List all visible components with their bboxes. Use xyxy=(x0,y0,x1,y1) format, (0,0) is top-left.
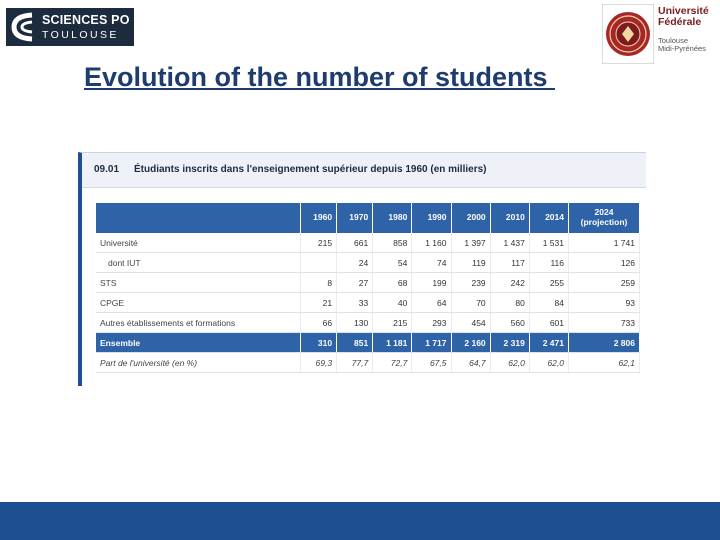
cell: 1 741 xyxy=(569,233,640,253)
cell: 62,0 xyxy=(529,353,568,373)
cell: 62,0 xyxy=(490,353,529,373)
logo-right-line1: Université xyxy=(658,5,709,17)
cell: 27 xyxy=(337,273,373,293)
logo-right-line3: Toulouse xyxy=(658,36,689,46)
column-header: 1970 xyxy=(337,203,373,233)
cell: 67,5 xyxy=(412,353,451,373)
table-row xyxy=(96,273,640,293)
cell xyxy=(301,253,337,273)
cell: 310 xyxy=(301,333,337,353)
table-share-row xyxy=(96,353,640,373)
cell: 72,7 xyxy=(373,353,412,373)
cell: 64 xyxy=(412,293,451,313)
cell: 130 xyxy=(337,313,373,333)
cell: 560 xyxy=(490,313,529,333)
table-code: 09.01 xyxy=(94,164,120,175)
cell: 40 xyxy=(373,293,412,313)
column-header: 1990 xyxy=(412,203,451,233)
cell: 199 xyxy=(412,273,451,293)
cell: 24 xyxy=(337,253,373,273)
cell: 1 437 xyxy=(490,233,529,253)
table-total-row xyxy=(96,333,640,353)
cell: 68 xyxy=(373,273,412,293)
table-row xyxy=(96,233,640,253)
row-label: STS xyxy=(96,273,301,293)
cell: 2 160 xyxy=(451,333,490,353)
logo-left-line2: TOULOUSE xyxy=(42,28,119,41)
column-header: 1980 xyxy=(373,203,412,233)
table-caption: Étudiants inscrits dans l'enseignement supérieur depuis 1960 (en milliers) xyxy=(134,164,487,175)
column-header: 2014 xyxy=(529,203,568,233)
cell: 661 xyxy=(337,233,373,253)
row-label: dont IUT xyxy=(96,253,301,273)
cell: 215 xyxy=(373,313,412,333)
cell: 851 xyxy=(337,333,373,353)
table-header-row xyxy=(96,203,640,233)
cell: 1 717 xyxy=(412,333,451,353)
cell: 116 xyxy=(529,253,568,273)
cell: 733 xyxy=(569,313,640,333)
logo-right-line4: Midi-Pyrénées xyxy=(658,43,706,53)
universite-federale-logo xyxy=(602,4,716,64)
cell: 2 319 xyxy=(490,333,529,353)
table-row xyxy=(96,293,640,313)
cell: 293 xyxy=(412,313,451,333)
logo-left-line1: SCIENCES PO xyxy=(42,13,130,27)
cell: 119 xyxy=(451,253,490,273)
cell: 66 xyxy=(301,313,337,333)
sciences-po-toulouse-logo xyxy=(6,8,134,46)
cell: 74 xyxy=(412,253,451,273)
cell: 259 xyxy=(569,273,640,293)
cell: 1 531 xyxy=(529,233,568,253)
footer-bar xyxy=(0,502,720,540)
header-label-cell xyxy=(96,203,301,233)
cell: 84 xyxy=(529,293,568,313)
sciences-po-logo-mark-icon xyxy=(10,12,36,42)
university-seal-icon xyxy=(602,4,654,64)
cell: 54 xyxy=(373,253,412,273)
cell: 8 xyxy=(301,273,337,293)
column-header: 2010 xyxy=(490,203,529,233)
row-label: Université xyxy=(96,233,301,253)
column-header: 1960 xyxy=(301,203,337,233)
cell: 255 xyxy=(529,273,568,293)
table-panel xyxy=(78,152,646,386)
cell: 1 160 xyxy=(412,233,451,253)
cell: 126 xyxy=(569,253,640,273)
cell: 215 xyxy=(301,233,337,253)
cell: 2 471 xyxy=(529,333,568,353)
cell: 242 xyxy=(490,273,529,293)
cell: 858 xyxy=(373,233,412,253)
cell: 70 xyxy=(451,293,490,313)
cell: 62,1 xyxy=(569,353,640,373)
cell: 21 xyxy=(301,293,337,313)
table-header-bar xyxy=(82,153,646,188)
cell: 601 xyxy=(529,313,568,333)
cell: 80 xyxy=(490,293,529,313)
row-label: Part de l'université (en %) xyxy=(96,353,301,373)
students-table xyxy=(96,203,640,373)
table-row xyxy=(96,253,640,273)
cell: 33 xyxy=(337,293,373,313)
row-label: Autres établissements et formations xyxy=(96,313,301,333)
cell: 77,7 xyxy=(337,353,373,373)
slide-title: Evolution of the number of students xyxy=(84,62,555,92)
cell: 1 181 xyxy=(373,333,412,353)
cell: 117 xyxy=(490,253,529,273)
column-header: 2024 (projection) xyxy=(569,203,640,233)
logo-right-line2: Fédérale xyxy=(658,16,702,29)
cell: 454 xyxy=(451,313,490,333)
cell: 93 xyxy=(569,293,640,313)
cell: 64,7 xyxy=(451,353,490,373)
table-row xyxy=(96,313,640,333)
column-header: 2000 xyxy=(451,203,490,233)
cell: 239 xyxy=(451,273,490,293)
cell: 2 806 xyxy=(569,333,640,353)
cell: 69,3 xyxy=(301,353,337,373)
row-label: CPGE xyxy=(96,293,301,313)
row-label: Ensemble xyxy=(96,333,301,353)
cell: 1 397 xyxy=(451,233,490,253)
